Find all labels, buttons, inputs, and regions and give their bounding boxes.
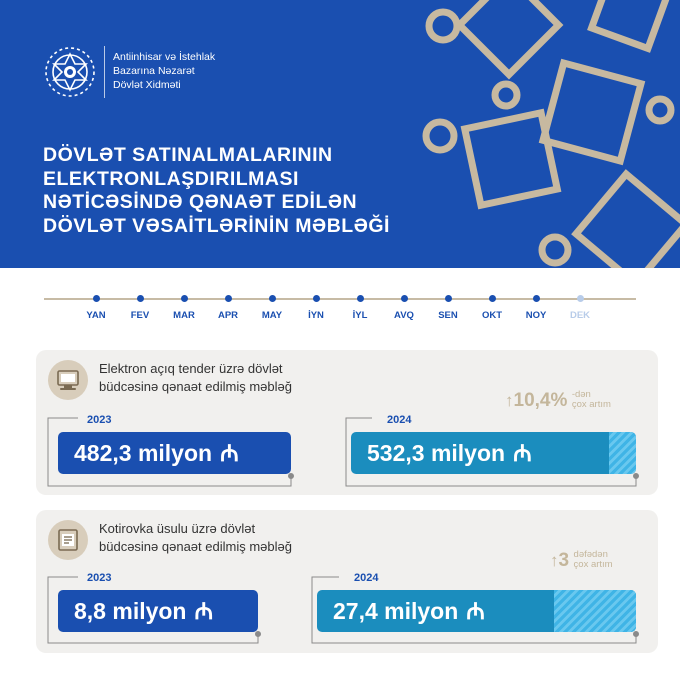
header-banner — [0, 0, 680, 268]
tender-title-line-1: Elektron açıq tender üzrə dövlət — [99, 361, 283, 376]
timeline-dot — [93, 295, 100, 302]
tender-growth-line-1: -dən — [571, 389, 591, 400]
quotation-year-2023: 2023 — [87, 572, 112, 584]
quotation-title-line-2: büdcəsinə qənaət edilmiş məbləğ — [99, 539, 292, 554]
timeline-dot — [489, 295, 496, 302]
quotation-2023-value-box — [58, 590, 258, 632]
title-line-3: NƏTİCƏSİNDƏ QƏNAƏT EDİLƏN — [43, 191, 358, 213]
timeline-month-label: İYN — [308, 310, 324, 321]
timeline-month — [296, 288, 336, 321]
quotation-growth — [550, 550, 613, 572]
tender-growth-value: 10,4% — [513, 390, 568, 411]
quotation-2024-value-box — [317, 590, 636, 632]
timeline-month-label: İYL — [352, 310, 368, 321]
timeline-dot — [313, 295, 320, 302]
emblem-logo-icon — [42, 44, 98, 100]
tender-year-2024: 2024 — [387, 414, 412, 426]
quotation-year-2024: 2024 — [354, 572, 379, 584]
timeline-month-label: OKT — [481, 310, 503, 321]
timeline-month-label: FEV — [130, 310, 150, 321]
timeline-dot — [445, 295, 452, 302]
timeline-dot — [225, 295, 232, 302]
timeline-month — [428, 288, 468, 321]
manat-icon: ₼ — [194, 598, 214, 624]
quotation-panel — [36, 510, 658, 653]
quotation-increase-fill — [554, 590, 636, 632]
timeline-month — [384, 288, 424, 321]
tender-2024-value: 532,3 milyon — [367, 440, 506, 466]
org-line-2: Bazarına Nəzarət — [113, 65, 195, 77]
tender-growth-line-2: çox artım — [571, 399, 611, 410]
org-line-3: Dövlət Xidməti — [113, 79, 181, 91]
timeline-month — [208, 288, 248, 321]
quotation-2023-value: 8,8 milyon — [74, 598, 187, 624]
organization-name — [113, 50, 215, 92]
quotation-growth-value: 3 — [558, 550, 570, 571]
timeline-month-label: MAR — [173, 310, 195, 321]
manat-icon: ₼ — [513, 440, 532, 466]
timeline-month-label: DEK — [569, 310, 591, 321]
timeline-month-label: SEN — [438, 310, 458, 321]
timeline-month — [472, 288, 512, 321]
timeline-dot — [181, 295, 188, 302]
tender-2023-value: 482,3 milyon — [74, 440, 213, 466]
timeline-dot — [357, 295, 364, 302]
timeline-month-label: NOY — [525, 310, 547, 321]
timeline-dot — [269, 295, 276, 302]
timeline-month — [340, 288, 380, 321]
tender-increase-fill — [609, 432, 636, 474]
title-line-1: DÖVLƏT SATINALMALARININ — [43, 144, 333, 166]
title-line-4: DÖVLƏT VƏSAİTLƏRİNİN MƏBLƏĞİ — [43, 214, 390, 237]
page-title — [43, 144, 390, 238]
tender-panel — [36, 350, 658, 495]
logo-divider — [104, 46, 105, 98]
timeline-month-label: AVQ — [394, 310, 414, 321]
tender-year-2023: 2023 — [87, 414, 112, 426]
timeline-month-label: MAY — [261, 310, 283, 321]
timeline-dot — [577, 295, 584, 302]
org-line-1: Antiinhisar və İstehlak — [113, 51, 216, 63]
quotation-2024-value: 27,4 milyon — [333, 598, 459, 624]
manat-icon: ₼ — [466, 598, 485, 624]
timeline-month-label: APR — [217, 310, 239, 321]
timeline-month — [560, 288, 600, 321]
tender-2023-value-box — [58, 432, 291, 474]
timeline-month — [76, 288, 116, 321]
tender-2024-value-box — [351, 432, 636, 474]
timeline-month — [164, 288, 204, 321]
timeline-month-label: YAN — [86, 310, 106, 321]
timeline-dot — [401, 295, 408, 302]
quotation-growth-line-1: dəfədən — [573, 549, 608, 560]
up-arrow-icon: ↑ — [505, 391, 514, 410]
quotation-growth-line-2: çox artım — [573, 559, 613, 570]
tender-title-line-2: büdcəsinə qənaət edilmiş məbləğ — [99, 379, 292, 394]
manat-icon: ₼ — [220, 440, 239, 466]
timeline-month — [516, 288, 556, 321]
title-line-2: ELEKTRONLAŞDIRILMASI — [43, 167, 299, 190]
quotation-title-line-1: Kotirovka üsulu üzrə dövlət — [99, 521, 256, 536]
tender-growth — [505, 390, 611, 412]
up-arrow-icon: ↑ — [550, 551, 559, 570]
timeline-dot — [533, 295, 540, 302]
month-timeline — [44, 288, 636, 328]
timeline-dot — [137, 295, 144, 302]
timeline-month — [120, 288, 160, 321]
timeline-month — [252, 288, 292, 321]
